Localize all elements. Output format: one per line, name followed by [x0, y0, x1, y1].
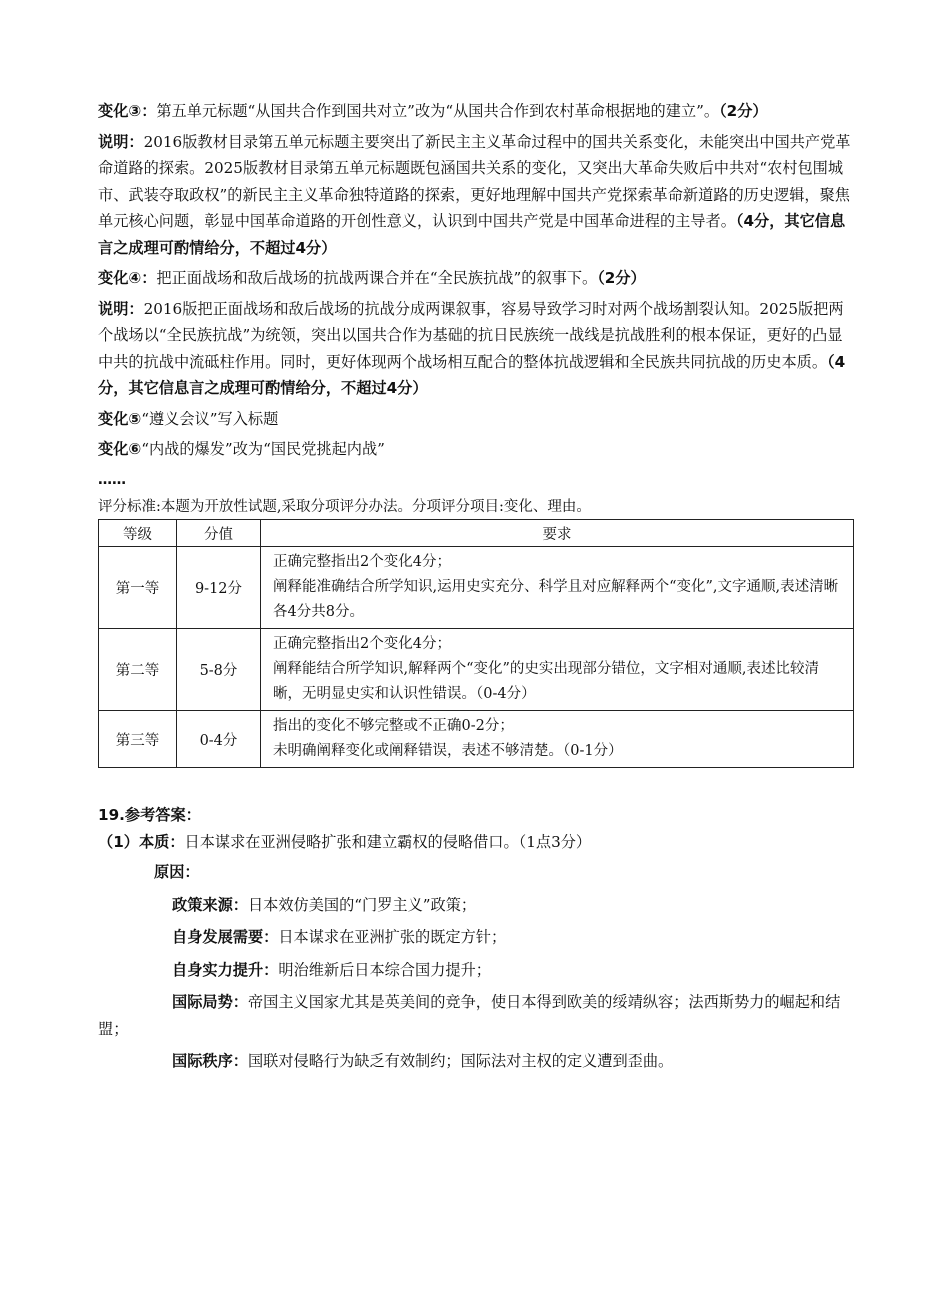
change-6-text: “内战的爆发”改为“国民党挑起内战” [141, 440, 385, 458]
note-4-score: （4分，其它信息言之成理可酌情给分，不超过4分） [98, 352, 846, 397]
answer-19-heading [98, 802, 854, 829]
change-5 [98, 406, 854, 433]
header-score: 分值 [177, 520, 261, 547]
note-4-text: 2016版把正面战场和敌后战场的抗战分成两课叙事，容易导致学习时对两个战场割裂认知。2025版把两个战场以“全民族抗战”为统领，突出以国共合作为基础的抗日民族统一战线是抗战胜利的根本保证，更好的凸显中共的抗战中流砥柱作用。同时，更好体现两个战场相互配合的整体抗战逻辑和全民族共同抗战的历史本质。 [98, 299, 844, 371]
row-level: 第一等 [99, 547, 177, 629]
reason-item [98, 924, 854, 951]
reason-label: 自身实力提升： [172, 960, 279, 979]
rubric-intro: 评分标准:本题为开放性试题,采取分项评分办法。分项评分项目:变化、理由。 [98, 499, 591, 515]
reason-text: 帝国主义国家尤其是英美间的竞争，使日本得到欧美的绥靖纵容；法西斯势力的崛起和结盟； [98, 993, 841, 1038]
change-3-score: （2分） [719, 102, 768, 120]
rubric-table [98, 519, 854, 768]
requirement-line: 指出的变化不够完整或不正确0-2分； [273, 718, 514, 734]
requirement-line: 正确完整指出2个变化4分； [273, 636, 451, 652]
row-score: 5-8分 [177, 629, 261, 711]
part-1-label: （1）本质： [98, 832, 185, 851]
change-5-label: 变化⑤ [98, 409, 142, 428]
note-4-label: 说明： [98, 299, 144, 318]
row-score: 0-4分 [177, 711, 261, 768]
change-3 [98, 98, 854, 125]
reason-text: 日本谋求在亚洲扩张的既定方针； [278, 928, 507, 946]
row-level: 第三等 [99, 711, 177, 768]
change-5-text: “遵义会议”写入标题 [141, 409, 279, 428]
reason-text: 明治维新后日本综合国力提升； [278, 960, 491, 979]
document-page [98, 98, 854, 1075]
row-level: 第二等 [99, 629, 177, 711]
note-3 [98, 129, 854, 262]
row-requirement [261, 629, 854, 711]
change-6-label: 变化⑥ [98, 440, 142, 458]
change-3-label: 变化③： [98, 102, 157, 120]
reason-label: 政策来源： [172, 895, 248, 914]
change-4-text: 把正面战场和敌后战场的抗战两课合并在“全民族抗战”的叙事下。 [156, 269, 598, 287]
row-score: 9-12分 [177, 547, 261, 629]
note-3-text: 2016版教材目录第五单元标题主要突出了新民主主义革命过程中的国共关系变化，未能突出中国共产党革命道路的探索。2025版教材目录第五单元标题既包涵国共关系的变化，又突出大革命失败后中共对“农村包围城市、武装夺取政权”的新民主主义革命独特道路的探索，更好地理解中国共产党探索革命新道路的历史逻辑，聚焦单元核心问题，彰显中国革命道路的开创性意义，认识到中国共产党是中国革命进程的主导者。 [98, 132, 851, 230]
table-row [99, 629, 854, 711]
answer-19-part-1 [98, 829, 854, 856]
note-4 [98, 296, 854, 402]
reasons-label [98, 859, 854, 886]
change-6 [98, 436, 854, 463]
reason-item [98, 1048, 854, 1075]
answer-19-heading-text: 19.参考答案： [98, 806, 201, 824]
header-requirement: 要求 [261, 520, 854, 547]
change-4 [98, 265, 854, 292]
reason-label: 自身发展需要： [172, 928, 279, 946]
reason-text: 日本效仿美国的“门罗主义”政策； [247, 895, 477, 914]
reason-item [98, 989, 854, 1042]
row-requirement [261, 547, 854, 629]
row-requirement [261, 711, 854, 768]
rubric-header-row [99, 520, 854, 547]
ellipsis: …… [98, 471, 126, 488]
reason-item [98, 892, 854, 919]
reason-text: 国联对侵略行为缺乏有效制约；国际法对主权的定义遭到歪曲。 [247, 1052, 674, 1070]
change-3-text: 第五单元标题“从国共合作到国共对立”改为“从国共合作到农村革命根据地的建立”。 [156, 102, 720, 120]
table-row [99, 547, 854, 629]
header-level: 等级 [99, 520, 177, 547]
reason-label: 国际秩序： [172, 1052, 248, 1070]
note-3-label: 说明： [98, 132, 144, 151]
reason-label: 国际局势： [172, 993, 248, 1011]
requirement-line: 阐释能结合所学知识,解释两个“变化”的史实出现部分错位，文字相对通顺,表述比较清晰，无明显史实和认识性错误。（0-4分） [273, 661, 820, 702]
requirement-line: 阐释能准确结合所学知识,运用史实充分、科学且对应解释两个“变化”,文字通顺,表述清晰各4分共8分。 [273, 579, 839, 620]
reasons-label-text: 原因： [154, 863, 200, 881]
change-4-score: （2分） [597, 269, 646, 287]
requirement-line: 未明确阐释变化或阐释错误，表述不够清楚。（0-1分） [273, 743, 623, 759]
note-3-score: （4分，其它信息言之成理可酌情给分，不超过4分） [98, 212, 846, 257]
table-row [99, 711, 854, 768]
requirement-line: 正确完整指出2个变化4分； [273, 554, 451, 570]
reason-item [98, 957, 854, 984]
part-1-text: 日本谋求在亚洲侵略扩张和建立霸权的侵略借口。（1点3分） [184, 832, 592, 851]
change-4-label: 变化④： [98, 269, 157, 287]
